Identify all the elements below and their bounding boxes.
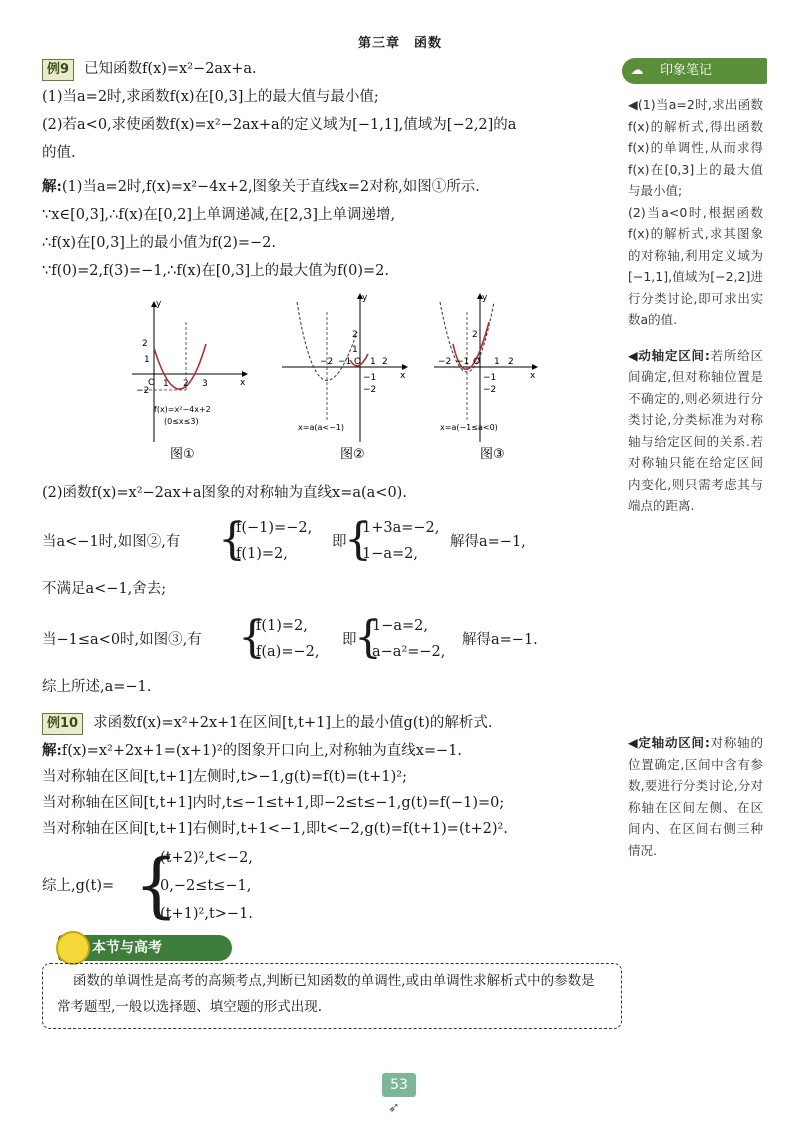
- fig1-caption: 图①: [170, 447, 195, 462]
- example10-tag: 例10: [42, 713, 83, 735]
- case1-block: 当a<−1时,如图②,有 { f(−1)=−2, f(1)=2, 即 { 1+3a=−2, 1−a=2, 解得a=−1,: [42, 514, 526, 565]
- svg-text:O: O: [354, 357, 362, 367]
- svg-text:x: x: [240, 378, 246, 388]
- example9-statement: 例9 已知函数f(x)=x²−2ax+a.: [42, 56, 257, 82]
- bird-icon: ➶: [388, 1100, 400, 1116]
- svg-text:1: 1: [494, 357, 500, 367]
- example9-s1: 解:(1)当a=2时,f(x)=x²−4x+2,图象关于直线x=2对称,如图①所示.: [42, 178, 480, 195]
- example10-statement: 例10 求函数f(x)=x²+2x+1在区间[t,t+1]上的最小值g(t)的解析式.: [42, 710, 493, 736]
- svg-text:2: 2: [142, 339, 148, 349]
- svg-text:y: y: [362, 293, 368, 303]
- page-number: 53: [382, 1073, 416, 1097]
- svg-text:2: 2: [352, 330, 358, 340]
- fig2-caption: 图②: [340, 447, 365, 462]
- case1-reject: 不满足a<−1,舍去;: [42, 581, 167, 597]
- svg-text:3: 3: [202, 379, 208, 389]
- example10-s2: 当对称轴在区间[t,t+1]左侧时,t>−1,g(t)=f(t)=(t+1)²;: [42, 769, 407, 785]
- example10-summary: 综上,g(t)= { (t+2)²,t<−2, 0,−2≤t≤−1, (t+1)²,t>−1.: [42, 844, 253, 926]
- example9-s4: ∵f(0)=2,f(3)=−1,∴f(x)在[0,3]上的最大值为f(0)=2.: [42, 263, 390, 279]
- svg-text:−2: −2: [438, 357, 452, 367]
- svg-text:x: x: [400, 371, 406, 381]
- note-1: ◀(1)当a=2时,求出函数f(x)的解析式,得出函数f(x)的单调性,从而求得f(x)在[0,3]上的最大值与最小值;: [628, 97, 763, 198]
- fig1-label1: f(x)=x²−4x+2: [154, 405, 211, 414]
- exam-section-text: 函数的单调性是高考的高频考点,判断已知函数的单调性,或由单调性求解析式中的参数是常考题型,一般以选择题、填空题的形式出现.: [57, 973, 595, 1015]
- svg-text:y: y: [482, 293, 488, 303]
- svg-text:−2: −2: [136, 386, 150, 396]
- svg-text:−1: −1: [363, 373, 377, 383]
- sidebar-notes: [628, 94, 763, 531]
- svg-text:−2: −2: [320, 357, 334, 367]
- svg-text:y: y: [156, 299, 162, 309]
- svg-text:O: O: [148, 378, 156, 388]
- note-3: ◀动轴定区间:若所给区间确定,但对称轴位置是不确定的,则必须进行分类讨论,分类标准为对称轴与给定区间的关系.若对称轴只能在给定区间内变化,则只需考虑其与端点的距离.: [628, 347, 763, 513]
- svg-text:1: 1: [163, 379, 169, 389]
- svg-text:−1: −1: [338, 357, 352, 367]
- figure-1: [132, 299, 247, 442]
- lightbulb-icon: [56, 931, 90, 965]
- example10-s1: 解:f(x)=x²+2x+1=(x+1)²的图象开口向上,对称轴为直线x=−1.: [42, 742, 463, 759]
- svg-text:−1: −1: [483, 373, 497, 383]
- svg-text:1: 1: [370, 357, 376, 367]
- example9-conclusion: 综上所述,a=−1.: [42, 679, 152, 695]
- chapter-header: 第三章 函数: [357, 36, 442, 51]
- example9-s5: (2)函数f(x)=x²−2ax+a图象的对称轴为直线x=a(a<0).: [42, 485, 407, 501]
- svg-text:1: 1: [144, 355, 150, 365]
- example9-q1: (1)当a=2时,求函数f(x)在[0,3]上的最大值与最小值;: [42, 89, 379, 105]
- example10-s3: 当对称轴在区间[t,t+1]内时,t≤−1≤t+1,即−2≤t≤−1,g(t)=f(−1)=0;: [42, 795, 505, 811]
- figure-2: [282, 293, 407, 442]
- svg-text:O: O: [473, 357, 481, 367]
- figures: [122, 292, 542, 462]
- example9-q2a: (2)若a<0,求使函数f(x)=x²−2ax+a的定义域为[−1,1],值域为[−2,2]的a: [42, 117, 517, 133]
- exam-section-header: 本节与高考: [58, 935, 232, 961]
- sidebar-note-4: ◀定轴动区间:对称轴的位置确定,区间中含有参数,要进行分类讨论,分对称轴在区间左侧、在区间内、在区间右侧三种情况.: [628, 735, 763, 858]
- fig3-caption: 图③: [480, 447, 505, 462]
- exam-section-box: [42, 963, 622, 1029]
- fig1-label2: (0≤x≤3): [164, 417, 199, 426]
- fig2-label: x=a(a<−1): [298, 423, 344, 432]
- example9-q2b: 的值.: [42, 145, 76, 161]
- example10-s4: 当对称轴在区间[t,t+1]右侧时,t+1<−1,即t<−2,g(t)=f(t+1)=(t+2)².: [42, 821, 508, 837]
- fig1-curve: [154, 344, 206, 389]
- note-2: (2)当a<0时,根据函数f(x)的解析式,求其图象的对称轴,利用定义域为[−1,1],值域为[−2,2]进行分类讨论,即可求出实数a的值.: [628, 204, 763, 327]
- example9-s2: ∵x∈[0,3],∴f(x)在[0,2]上单调递减,在[2,3]上单调递增,: [42, 207, 396, 223]
- cloud-icon: ☁: [630, 63, 644, 78]
- svg-text:2: 2: [183, 379, 189, 389]
- svg-text:2: 2: [472, 330, 478, 340]
- notes-header: ☁ 印象笔记: [622, 58, 767, 84]
- svg-text:−2: −2: [483, 385, 497, 395]
- svg-text:2: 2: [382, 357, 388, 367]
- case2-block: 当−1≤a<0时,如图③,有 { f(1)=2, f(a)=−2, 即 { 1−a=2, a−a²=−2, 解得a=−1.: [42, 612, 538, 663]
- main-column: [42, 56, 617, 936]
- figure-3: [434, 293, 537, 442]
- example9-s3: ∴f(x)在[0,3]上的最小值为f(2)=−2.: [42, 235, 276, 251]
- svg-text:x: x: [530, 371, 536, 381]
- fig3-label: x=a(−1≤a<0): [440, 423, 498, 432]
- svg-text:1: 1: [352, 345, 358, 355]
- svg-text:−2: −2: [363, 385, 377, 395]
- svg-text:−1: −1: [456, 357, 470, 367]
- svg-text:2: 2: [508, 357, 514, 367]
- example9-tag: 例9: [42, 59, 74, 81]
